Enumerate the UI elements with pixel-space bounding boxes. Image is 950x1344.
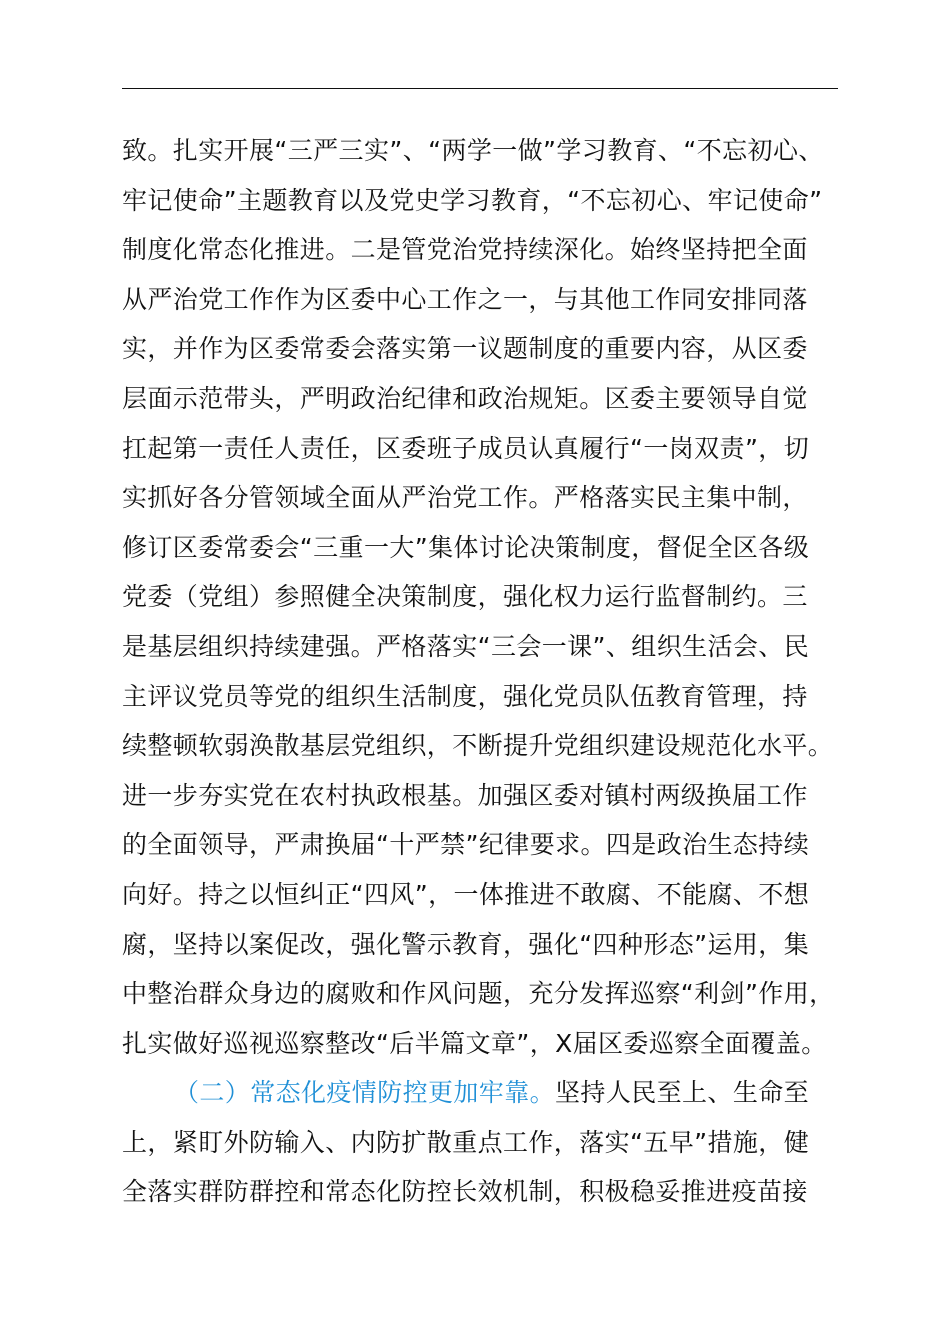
header-rule [122,88,838,89]
text-line: 层面示范带头，严明政治纪律和政治规矩。区委主要领导自觉 [122,383,808,413]
text-line: 腐，坚持以案促改，强化警示教育，强化“四种形态”运用，集 [122,929,810,959]
text-line: 致。扎实开展“三严三实”、“两学一做”学习教育、“不忘初心、 [122,136,824,165]
text-line: 扎实做好巡视巡察整改“后半篇文章”，X届区委巡察全面覆盖。 [122,1028,827,1058]
text-line: 实抓好各分管领域全面从严治党工作。严格落实民主集中制， [122,483,808,513]
text-line: 从严治党工作作为区委中心工作之一，与其他工作同安排同落 [122,284,808,314]
text-line: 上，紧盯外防输入、内防扩散重点工作，落实“五早”措施，健 [122,1127,810,1157]
text-line: 进一步夯实党在农村执政根基。加强区委对镇村两级换届工作 [122,780,808,810]
text-line: 修订区委常委会“三重一大”集体讨论决策制度，督促全区各级 [122,532,810,562]
text-line: 实，并作为区委常委会落实第一议题制度的重要内容，从区委 [122,334,808,364]
text-line: 是基层组织持续建强。严格落实“三会一课”、组织生活会、民 [122,631,810,661]
section-2-heading: （二）常态化疫情防控更加牢靠。 [174,1078,556,1108]
text-line: 主评议党员等党的组织生活制度，强化党员队伍教育管理，持 [122,681,808,711]
text-line: 全落实群防群控和常态化防控长效机制，积极稳妥推进疫苗接 [122,1177,808,1207]
text-line: 牢记使命”主题教育以及党史学习教育，“不忘初心、牢记使命” [122,185,823,215]
text-line: 制度化常态化推进。二是管党治党持续深化。始终坚持把全面 [122,235,808,265]
text-line: 中整治群众身边的腐败和作风问题，充分发挥巡察“利剑”作用， [122,979,835,1009]
section-2-first-line-text: 坚持人民至上、生命至 [555,1078,810,1108]
text-line: 的全面领导，严肃换届“十严禁”纪律要求。四是政治生态持续 [122,830,810,860]
section-2-first-line [122,1068,838,1118]
text-line: 党委（党组）参照健全决策制度，强化权力运行监督制约。三 [122,582,808,612]
text-line: 向好。持之以恒纠正“四风”，一体推进不敢腐、不能腐、不想 [122,879,810,909]
text-line: 扛起第一责任人责任，区委班子成员认真履行“一岗双责”，切 [122,433,810,463]
document-body [122,126,838,1217]
text-line: 续整顿软弱涣散基层党组织，不断提升党组织建设规范化水平。 [122,731,834,761]
